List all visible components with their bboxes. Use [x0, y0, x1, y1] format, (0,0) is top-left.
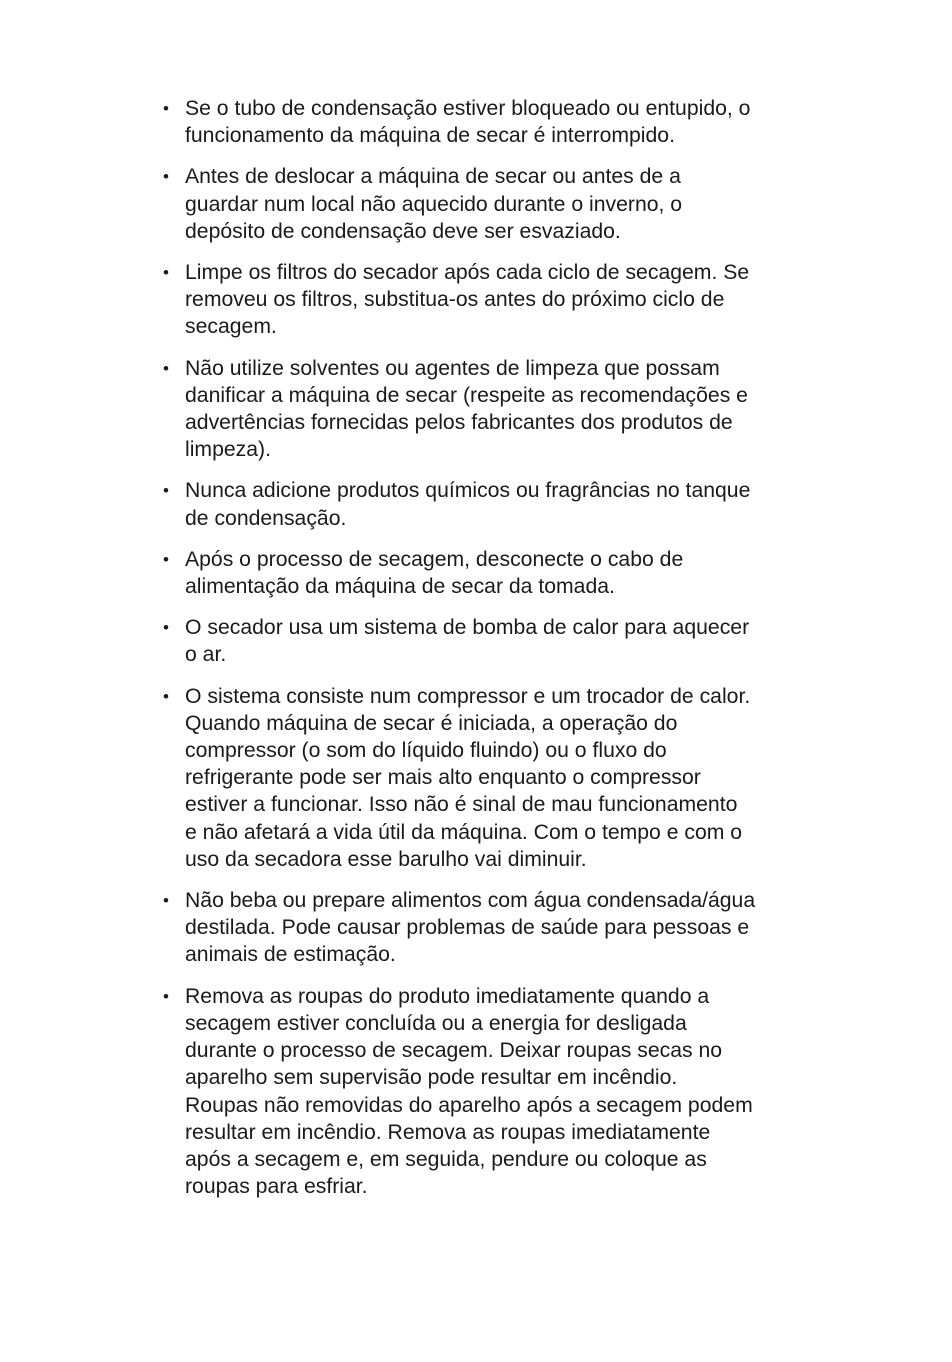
bullet-text — [185, 683, 803, 873]
bullet-text — [185, 163, 803, 245]
bullet-dot-icon: • — [163, 481, 169, 501]
safety-bullet-list — [163, 95, 803, 1214]
bullet-text-line: removeu os filtros, substitua-os antes do próximo ciclo de — [185, 288, 725, 312]
bullet-text-line: aparelho sem supervisão pode resultar em incêndio. — [185, 1066, 678, 1090]
bullet-dot-icon: • — [163, 263, 169, 283]
bullet-text-line: animais de estimação. — [185, 943, 396, 967]
bullet-text — [185, 983, 803, 1201]
bullet-dot-icon: • — [163, 549, 169, 569]
bullet-dot-icon: • — [163, 686, 169, 706]
bullet-dot-icon: • — [163, 618, 169, 638]
bullet-text-line: resultar em incêndio. Remova as roupas imediatamente — [185, 1120, 711, 1144]
bullet-text — [185, 546, 803, 600]
bullet-dot-icon: • — [163, 99, 169, 118]
bullet-text-line: advertências fornecidas pelos fabricantes dos produtos de — [185, 411, 733, 435]
bullet-text-line: uso da secadora esse barulho vai diminuir. — [185, 847, 587, 871]
bullet-text-line: Nunca adicione produtos químicos ou fragrâncias no tanque — [185, 479, 751, 503]
bullet-text-line: secagem. — [185, 315, 277, 339]
bullet-text-line: Remova as roupas do produto imediatamente quando a — [185, 984, 710, 1008]
bullet-text-line: funcionamento da máquina de secar é interrompido. — [185, 124, 675, 148]
bullet-text-line: o ar. — [185, 643, 227, 667]
bullet-text-line: O secador usa um sistema de bomba de calor para aquecer — [185, 616, 750, 640]
bullet-text-line: Após o processo de secagem, desconecte o cabo de — [185, 547, 684, 571]
bullet-text-line: durante o processo de secagem. Deixar roupas secas no — [185, 1039, 723, 1063]
bullet-text — [185, 259, 803, 341]
bullet-item — [163, 546, 803, 600]
bullet-item — [163, 163, 803, 245]
bullet-item — [163, 683, 803, 873]
bullet-dot-icon: • — [163, 358, 169, 378]
bullet-text-line: limpeza). — [185, 438, 271, 462]
bullet-text-line: Se o tubo de condensação estiver bloqueado ou entupido, o — [185, 97, 751, 120]
bullet-item — [163, 887, 803, 969]
bullet-text-line: secagem estiver concluída ou a energia for desligada — [185, 1011, 687, 1035]
bullet-text-line: após a secagem e, em seguida, pendure ou coloque as — [185, 1147, 707, 1171]
bullet-item — [163, 983, 803, 1201]
bullet-text-line: Limpe os filtros do secador após cada ciclo de secagem. Se — [185, 261, 750, 285]
bullet-text-line: compressor (o som do líquido fluindo) ou o fluxo do — [185, 739, 667, 763]
bullet-text-line: refrigerante pode ser mais alto enquanto o compressor — [185, 766, 701, 790]
bullet-item — [163, 355, 803, 464]
bullet-text-line: Não utilize solventes ou agentes de limpeza que possam — [185, 356, 720, 380]
bullet-item — [163, 259, 803, 341]
bullet-text — [185, 95, 803, 149]
bullet-text — [185, 887, 803, 969]
bullet-text — [185, 614, 803, 668]
bullet-text-line: Quando máquina de secar é iniciada, a operação do — [185, 711, 678, 735]
bullet-text — [185, 477, 803, 531]
bullet-text-line: guardar num local não aquecido durante o inverno, o — [185, 192, 683, 216]
bullet-text — [185, 355, 803, 464]
bullet-text-line: e não afetará a vida útil da máquina. Com o tempo e com o — [185, 820, 743, 844]
bullet-item — [163, 477, 803, 531]
bullet-text-line: Antes de deslocar a máquina de secar ou antes de a — [185, 165, 681, 189]
bullet-dot-icon: • — [163, 167, 169, 187]
bullet-text-line: depósito de condensação deve ser esvaziado. — [185, 219, 621, 243]
bullet-text-line: danificar a máquina de secar (respeite as recomendações e — [185, 383, 748, 407]
bullet-text-line: destilada. Pode causar problemas de saúde para pessoas e — [185, 916, 750, 940]
bullet-text-line: alimentação da máquina de secar da tomada. — [185, 575, 615, 599]
bullet-text-line: roupas para esfriar. — [185, 1175, 368, 1199]
bullet-text-line: Não beba ou prepare alimentos com água condensada/água — [185, 889, 756, 913]
bullet-item — [163, 95, 803, 149]
bullet-text-line: estiver a funcionar. Isso não é sinal de mau funcionamento — [185, 793, 738, 817]
bullet-text-line: O sistema consiste num compressor e um trocador de calor. — [185, 684, 751, 708]
bullet-dot-icon: • — [163, 891, 169, 911]
bullet-dot-icon: • — [163, 986, 169, 1006]
bullet-text-line: de condensação. — [185, 506, 347, 530]
bullet-text-line: Roupas não removidas do aparelho após a secagem podem — [185, 1093, 753, 1117]
bullet-item — [163, 614, 803, 668]
